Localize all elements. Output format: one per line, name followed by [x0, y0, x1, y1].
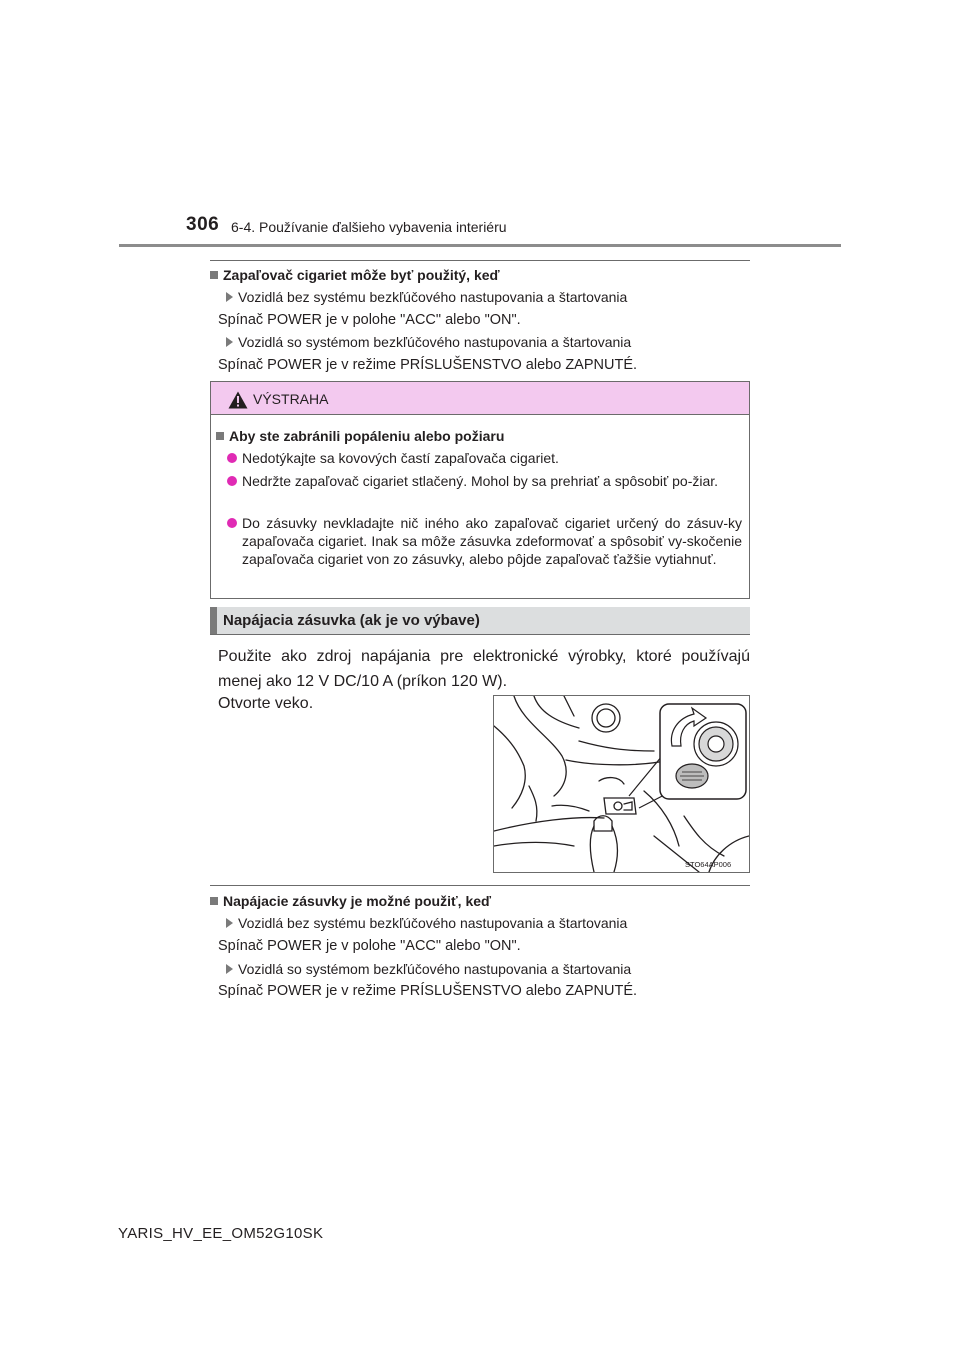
square-bullet-icon: [210, 897, 218, 905]
block2-item-2-label: Vozidlá so systémom bezkľúčového nastupovania a štartovania: [238, 961, 632, 977]
block1-item-1-detail: Spínač POWER je v polohe "ACC" alebo "ON".: [218, 312, 521, 328]
block2-item-2-detail: Spínač POWER je v režime PRÍSLUŠENSTVO alebo ZAPNUTÉ.: [218, 983, 638, 999]
warning-bullet-1: Nedotýkajte sa kovových častí zapaľovača cigariet.: [242, 450, 559, 466]
block1-item-2-label: Vozidlá so systémom bezkľúčového nastupovania a štartovania: [238, 334, 632, 350]
square-bullet-icon: [216, 432, 224, 440]
section-heading-accent: [210, 607, 217, 634]
square-bullet-icon: [210, 271, 218, 279]
block1-item-2: [226, 334, 631, 350]
block2-item-1: [226, 915, 627, 931]
illustration-code: STO64AP006: [685, 860, 732, 869]
warning-title: VÝSTRAHA: [253, 391, 329, 407]
bullet-dot-icon: [227, 518, 237, 528]
bullet-dot-icon: [227, 453, 237, 463]
page-number: 306: [186, 214, 220, 235]
document-code: YARIS_HV_EE_OM52G10SK: [118, 1225, 324, 1242]
block-divider: [210, 885, 750, 886]
block2-heading-text: Napájacie zásuvky je možné použiť, keď: [223, 893, 492, 909]
block-divider: [210, 260, 750, 261]
warning-bullet-2: Nedržte zapaľovač cigariet stlačený. Mohol by sa prehriať a spôsobiť po-žiar.: [242, 473, 719, 489]
triangle-bullet-icon: [226, 337, 233, 347]
block2-heading: [210, 893, 491, 909]
instruction-text: Otvorte veko.: [218, 695, 314, 712]
block2-item-1-label: Vozidlá bez systému bezkľúčového nastupovania a štartovania: [238, 915, 628, 931]
section-intro: Použite ako zdroj napájania pre elektronické výrobky, ktoré používajú menej ako 12 V DC/10 A (príkon 120 W).: [218, 648, 750, 690]
block2-item-2: [226, 961, 631, 977]
block1-heading: [210, 267, 500, 283]
block1-heading-text: Zapaľovač cigariet môže byť použitý, keď: [223, 267, 500, 283]
warning-bullet-3: Do zásuvky nevkladajte nič iného ako zapaľovač cigariet určený do zásuv-ky zapaľovača cigariet. Inak sa môže zásuvka zdeformovať a spôsobiť vy-skočenie zapaľovača cigariet von zo zásuvky, alebo pôjde zapaľovač ťažšie vytiahnuť.: [242, 515, 742, 567]
section-title: 6-4. Používanie ďalšieho vybavenia interiéru: [231, 219, 507, 235]
bullet-dot-icon: [227, 476, 237, 486]
section-heading: Napájacia zásuvka (ak je vo výbave): [223, 612, 480, 629]
warning-heading-text: Aby ste zabránili popáleniu alebo požiaru: [229, 428, 505, 444]
triangle-bullet-icon: [226, 918, 233, 928]
warning-heading: [216, 428, 504, 444]
dashboard-drawing: [494, 696, 749, 872]
block2-item-1-detail: Spínač POWER je v polohe "ACC" alebo "ON".: [218, 938, 521, 954]
triangle-bullet-icon: [226, 292, 233, 302]
power-outlet-illustration: [493, 695, 750, 873]
block1-item-1-label: Vozidlá bez systému bezkľúčového nastupovania a štartovania: [238, 289, 628, 305]
header-divider: [119, 244, 841, 247]
triangle-bullet-icon: [226, 964, 233, 974]
section-heading-rule: [210, 634, 750, 635]
block1-item-1: [226, 289, 627, 305]
block1-item-2-detail: Spínač POWER je v režime PRÍSLUŠENSTVO alebo ZAPNUTÉ.: [218, 357, 638, 373]
warning-triangle-icon: [228, 391, 248, 409]
